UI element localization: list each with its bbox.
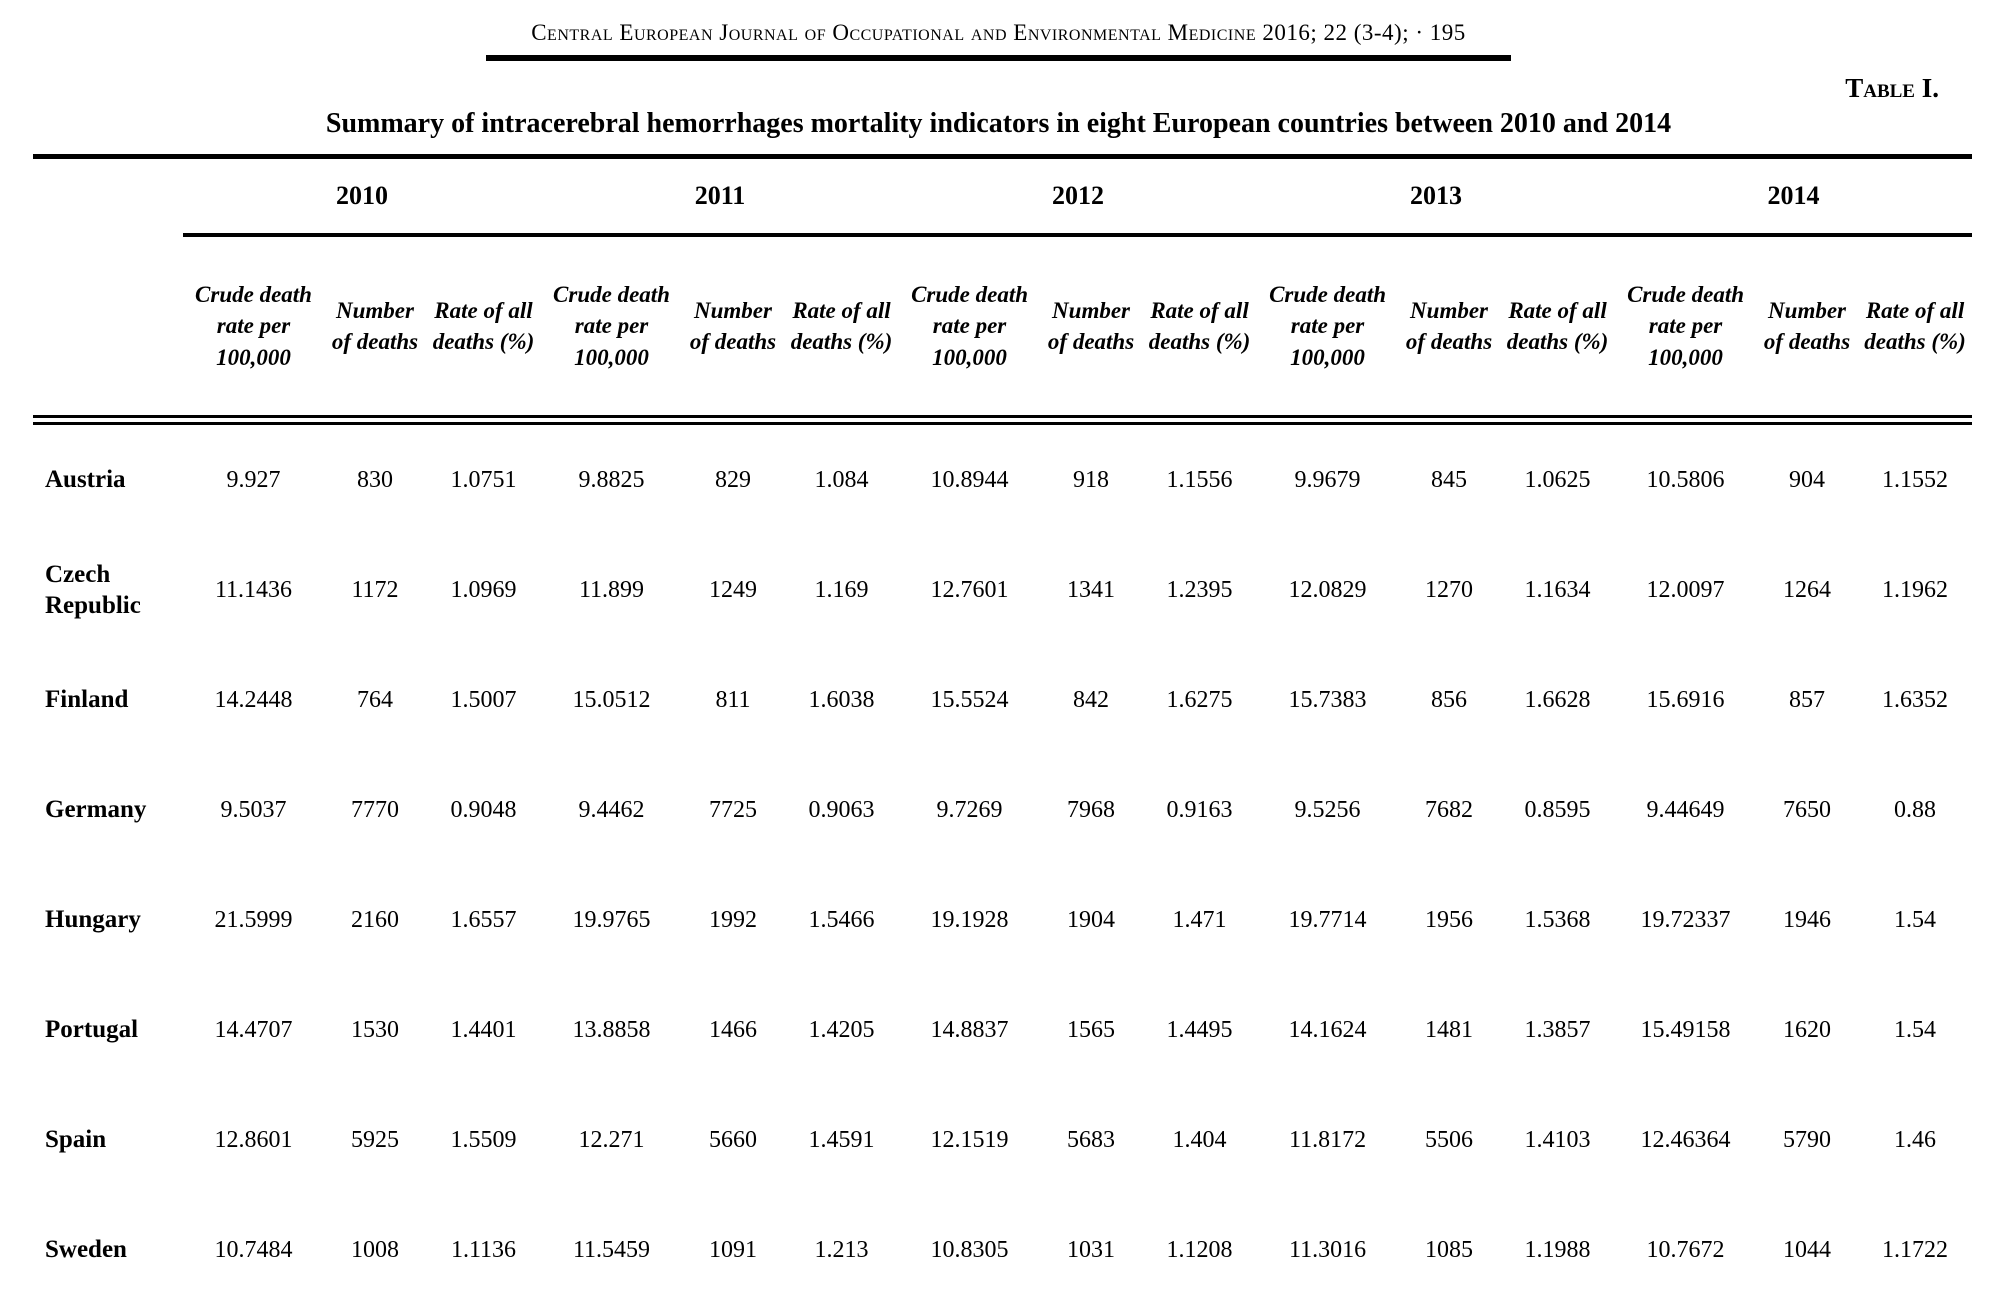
value-cell: 9.5037 <box>220 796 287 823</box>
value-cell: 12.0829 <box>1288 576 1367 603</box>
table-row <box>33 865 1972 975</box>
value-cell: 1.213 <box>814 1236 869 1263</box>
value-cell: 1249 <box>709 576 757 603</box>
value-cell: 1.1556 <box>1166 466 1233 493</box>
value-cell: 811 <box>715 686 751 713</box>
value-cell: 9.8825 <box>578 466 645 493</box>
mortality-table <box>33 154 1972 1305</box>
value-cell: 1.5509 <box>450 1126 517 1153</box>
column-header-crude-rate: Crude death rate per 100,000 <box>183 235 324 420</box>
country-cell: Finland <box>45 686 129 714</box>
value-cell: 1.54 <box>1894 1016 1937 1043</box>
value-cell: 1172 <box>351 576 399 603</box>
value-cell: 1044 <box>1783 1236 1832 1263</box>
value-cell: 0.9048 <box>450 796 517 823</box>
value-cell: 12.7601 <box>930 576 1009 603</box>
column-header-rate-all-deaths: Rate of all deaths (%) <box>1858 235 1972 420</box>
value-cell: 10.8944 <box>930 466 1009 493</box>
value-cell: 5790 <box>1783 1126 1832 1153</box>
value-cell: 1341 <box>1067 576 1116 603</box>
value-cell: 9.927 <box>226 466 281 493</box>
year-header-row <box>33 157 1972 236</box>
value-cell: 1.2395 <box>1166 576 1233 603</box>
table-body <box>33 420 1972 1305</box>
value-cell: 1.6352 <box>1882 686 1949 713</box>
value-cell: 11.1436 <box>214 576 293 603</box>
value-cell: 0.8595 <box>1524 796 1591 823</box>
value-cell: 1.6275 <box>1166 686 1233 713</box>
value-cell: 1.1208 <box>1166 1236 1233 1263</box>
value-cell: 1.3857 <box>1524 1016 1591 1043</box>
country-cell: Sweden <box>45 1236 127 1264</box>
value-cell: 1.0625 <box>1524 466 1591 493</box>
value-cell: 830 <box>357 466 393 493</box>
column-header-number-deaths: Number of deaths <box>682 235 784 420</box>
column-header-rate-all-deaths: Rate of all deaths (%) <box>784 235 899 420</box>
value-cell: 7650 <box>1783 796 1832 823</box>
value-cell: 10.7672 <box>1646 1236 1725 1263</box>
value-cell: 15.49158 <box>1640 1016 1731 1043</box>
journal-header-wrap <box>0 0 1997 61</box>
value-cell: 1.4103 <box>1524 1126 1591 1153</box>
table-row <box>33 535 1972 645</box>
value-cell: 1.46 <box>1894 1126 1937 1153</box>
country-cell: Austria <box>45 466 126 494</box>
value-cell: 15.7383 <box>1288 686 1367 713</box>
value-cell: 10.7484 <box>214 1236 293 1263</box>
value-cell: 857 <box>1789 686 1826 713</box>
table-row <box>33 645 1972 755</box>
value-cell: 829 <box>715 466 751 493</box>
value-cell: 7725 <box>709 796 757 823</box>
column-header-number-deaths: Number of deaths <box>1398 235 1500 420</box>
year-header: 2010 <box>183 157 541 236</box>
table-row <box>33 420 1972 535</box>
column-header-number-deaths: Number of deaths <box>1756 235 1858 420</box>
value-cell: 1008 <box>351 1236 399 1263</box>
value-cell: 1.471 <box>1172 906 1227 933</box>
year-header: 2012 <box>899 157 1257 236</box>
value-cell: 1264 <box>1783 576 1832 603</box>
value-cell: 1.5466 <box>808 906 875 933</box>
value-cell: 0.9163 <box>1166 796 1233 823</box>
value-cell: 19.7714 <box>1288 906 1367 933</box>
value-cell: 856 <box>1431 686 1468 713</box>
value-cell: 1.5007 <box>450 686 517 713</box>
value-cell: 845 <box>1431 466 1468 493</box>
value-cell: 1270 <box>1425 576 1474 603</box>
country-cell: Germany <box>45 796 147 824</box>
value-cell: 7682 <box>1425 796 1474 823</box>
value-cell: 19.72337 <box>1640 906 1731 933</box>
value-cell: 842 <box>1073 686 1110 713</box>
value-cell: 14.2448 <box>214 686 293 713</box>
value-cell: 1.1962 <box>1882 576 1949 603</box>
value-cell: 1530 <box>351 1016 399 1043</box>
country-cell: Czech Republic <box>45 560 141 619</box>
column-header-row <box>33 235 1972 420</box>
value-cell: 1565 <box>1067 1016 1116 1043</box>
value-cell: 14.4707 <box>214 1016 293 1043</box>
year-header: 2014 <box>1615 157 1972 236</box>
value-cell: 5925 <box>351 1126 399 1153</box>
value-cell: 21.5999 <box>214 906 293 933</box>
table-row <box>33 1085 1972 1195</box>
value-cell: 1091 <box>709 1236 757 1263</box>
table-row <box>33 1195 1972 1305</box>
table-row <box>33 755 1972 865</box>
value-cell: 12.46364 <box>1640 1126 1731 1153</box>
value-cell: 1.4401 <box>450 1016 517 1043</box>
table-row <box>33 975 1972 1085</box>
table-label: Table I. <box>1845 73 1939 103</box>
value-cell: 11.3016 <box>1288 1236 1367 1263</box>
value-cell: 1956 <box>1425 906 1474 933</box>
value-cell: 1.6628 <box>1524 686 1591 713</box>
value-cell: 918 <box>1073 466 1110 493</box>
value-cell: 11.5459 <box>572 1236 651 1263</box>
value-cell: 1.084 <box>814 466 869 493</box>
column-header-number-deaths: Number of deaths <box>324 235 426 420</box>
value-cell: 1.1136 <box>450 1236 517 1263</box>
value-cell: 0.9063 <box>808 796 875 823</box>
value-cell: 5506 <box>1425 1126 1474 1153</box>
value-cell: 10.8305 <box>930 1236 1009 1263</box>
value-cell: 9.4462 <box>578 796 645 823</box>
column-header-crude-rate: Crude death rate per 100,000 <box>541 235 682 420</box>
value-cell: 1.1634 <box>1524 576 1591 603</box>
value-cell: 15.5524 <box>930 686 1009 713</box>
value-cell: 12.8601 <box>214 1126 293 1153</box>
value-cell: 1620 <box>1783 1016 1832 1043</box>
value-cell: 1.4591 <box>808 1126 875 1153</box>
value-cell: 764 <box>357 686 393 713</box>
value-cell: 1.0751 <box>450 466 517 493</box>
value-cell: 1.0969 <box>450 576 517 603</box>
value-cell: 1.4495 <box>1166 1016 1233 1043</box>
value-cell: 10.5806 <box>1646 466 1725 493</box>
value-cell: 1031 <box>1067 1236 1116 1263</box>
value-cell: 15.0512 <box>572 686 651 713</box>
value-cell: 7968 <box>1067 796 1116 823</box>
value-cell: 9.9679 <box>1294 466 1361 493</box>
column-header-crude-rate: Crude death rate per 100,000 <box>899 235 1040 420</box>
column-header-rate-all-deaths: Rate of all deaths (%) <box>426 235 541 420</box>
value-cell: 19.1928 <box>930 906 1009 933</box>
value-cell: 5683 <box>1067 1126 1116 1153</box>
value-cell: 1.1722 <box>1882 1236 1949 1263</box>
value-cell: 15.6916 <box>1646 686 1725 713</box>
column-header-crude-rate: Crude death rate per 100,000 <box>1615 235 1756 420</box>
value-cell: 11.899 <box>578 576 645 603</box>
country-column-stub <box>33 157 183 236</box>
value-cell: 9.7269 <box>936 796 1003 823</box>
column-header-crude-rate: Crude death rate per 100,000 <box>1257 235 1398 420</box>
value-cell: 9.5256 <box>1294 796 1361 823</box>
value-cell: 1.169 <box>814 576 869 603</box>
value-cell: 7770 <box>351 796 399 823</box>
value-cell: 1.404 <box>1172 1126 1227 1153</box>
value-cell: 1992 <box>709 906 757 933</box>
column-header-number-deaths: Number of deaths <box>1040 235 1142 420</box>
country-column-stub <box>33 235 183 420</box>
value-cell: 1085 <box>1425 1236 1474 1263</box>
value-cell: 14.1624 <box>1288 1016 1367 1043</box>
value-cell: 1.4205 <box>808 1016 875 1043</box>
year-header: 2013 <box>1257 157 1615 236</box>
value-cell: 1.6557 <box>450 906 517 933</box>
value-cell: 9.44649 <box>1646 796 1725 823</box>
country-cell: Portugal <box>45 1016 139 1044</box>
value-cell: 11.8172 <box>1288 1126 1367 1153</box>
value-cell: 1.1552 <box>1882 466 1949 493</box>
value-cell: 19.9765 <box>572 906 651 933</box>
value-cell: 1.1988 <box>1524 1236 1591 1263</box>
page-title: Summary of intracerebral hemorrhages mortality indicators in eight European countries between 2010 and 2014 <box>325 108 1672 139</box>
column-header-rate-all-deaths: Rate of all deaths (%) <box>1142 235 1257 420</box>
year-header: 2011 <box>541 157 899 236</box>
value-cell: 1904 <box>1067 906 1116 933</box>
value-cell: 904 <box>1789 466 1826 493</box>
country-cell: Hungary <box>45 906 141 934</box>
value-cell: 12.1519 <box>930 1126 1009 1153</box>
value-cell: 14.8837 <box>930 1016 1009 1043</box>
value-cell: 5660 <box>709 1126 757 1153</box>
value-cell: 1481 <box>1425 1016 1474 1043</box>
value-cell: 1.6038 <box>808 686 875 713</box>
value-cell: 12.271 <box>578 1126 645 1153</box>
journal-header: Central European Journal of Occupational and Environmental Medicine 2016; 22 (3-4); · 195 <box>486 20 1511 61</box>
value-cell: 0.88 <box>1894 796 1937 823</box>
value-cell: 2160 <box>351 906 399 933</box>
value-cell: 13.8858 <box>572 1016 651 1043</box>
country-cell: Spain <box>45 1126 107 1154</box>
value-cell: 1946 <box>1783 906 1832 933</box>
value-cell: 1.54 <box>1894 906 1937 933</box>
column-header-rate-all-deaths: Rate of all deaths (%) <box>1500 235 1615 420</box>
value-cell: 1466 <box>709 1016 757 1043</box>
value-cell: 12.0097 <box>1646 576 1725 603</box>
value-cell: 1.5368 <box>1524 906 1591 933</box>
